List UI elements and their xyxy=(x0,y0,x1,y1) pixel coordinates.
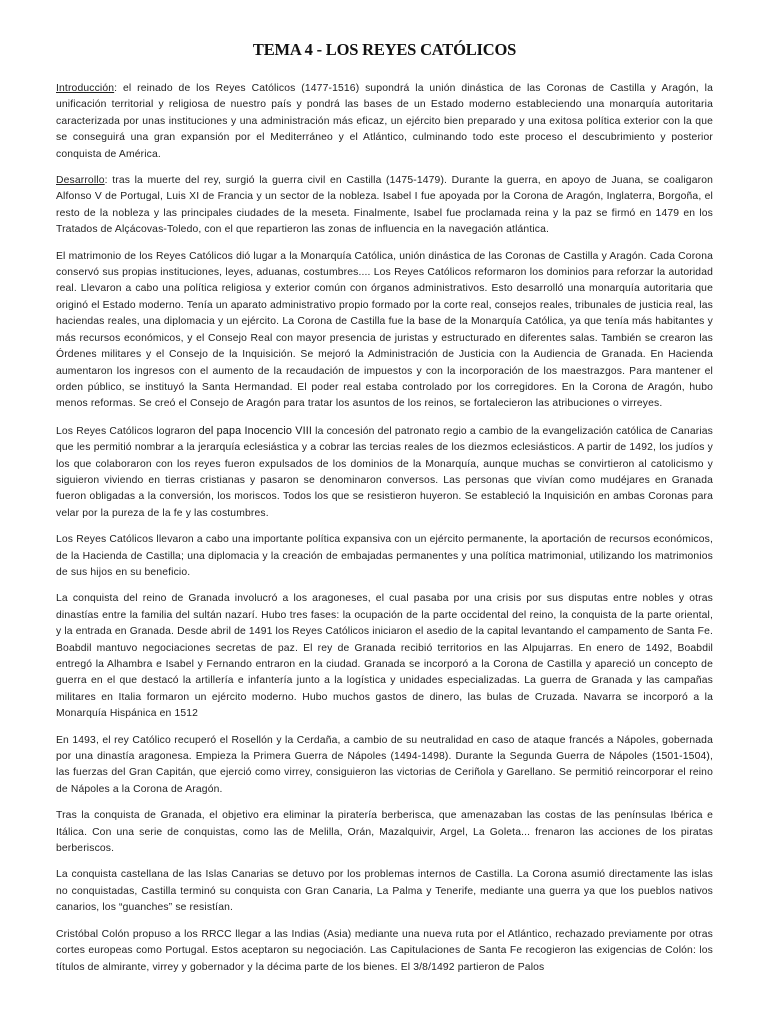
paragraph-text: La conquista del reino de Granada involucró a los aragoneses, el cual pasaba por una crisis por sus disputas entre nobles y otras dinastías entre la familia del sultán nazarí. Hubo tres fases: la ocupación de la parte occidental del reino, la conquista de la parte oriental, y la entrada en Granada. Desde abril de 1491 los Reyes Católicos iniciaron el asedio de la capital levantando el campamento de Santa Fe. Boabdil mantuvo negociaciones secretas de paz. El rey de Granada recibió territorios en las Alpujarras. En enero de 1492, Boabdil entregó la Alhambra e Isabel y Fernando entraron en la ciudad. Granada se incorporó a la Corona de Castilla y apareció un concepto de guerra en el que destacó la artillería e infantería junto a la logística y unidades especializadas. La guerra de Granada y las campañas militares en Italia formaron un ejército moderno. Hubo muchos gastos de dinero, las bulas de Cruzada. Navarra se incorporó a la Monarquía Hispánica en 1512 xyxy=(56,593,713,720)
paragraph-desarrollo xyxy=(56,173,713,239)
document-title: TEMA 4 - LOS REYES CATÓLICOS xyxy=(252,40,517,59)
paragraph-islas-canarias xyxy=(56,867,713,916)
highlighted-phrase: del papa Inocencio VIII xyxy=(198,424,313,437)
paragraph-text: Los Reyes Católicos llevaron a cabo una importante política expansiva con un ejército permanente, la aportación de recursos económicos, de la Hacienda de Castilla; una diplomacia y la creación de embajadas permanentes y una política matrimonial, utilizando los matrimonios de sus hijos en su beneficio. xyxy=(56,534,713,578)
paragraph-politica-expansiva xyxy=(56,532,713,581)
document-page xyxy=(56,40,713,986)
paragraph-monarquia-catolica xyxy=(56,249,713,413)
paragraph-introduccion xyxy=(56,81,713,163)
section-label-desarrollo: Desarrollo xyxy=(56,175,105,187)
paragraph-text: El matrimonio de los Reyes Católicos dió lugar a la Monarquía Católica, unión dinástica de las Coronas de Castilla y Aragón. Cada Corona conservó sus propias instituciones, leyes, aduanas, costumbres.... Los Reyes Católicos reformaron los dominios para reforzar la autoridad real. Llevaron a cabo una política religiosa y exterior común con órganos administrativos. Esto desarrolló una monarquía autoritaria que originó el Estado moderno. Tenía un aparato administrativo propio formado por la corte real, consejos reales, tribunales de justicia real, las haciendas reales, una diplomacia y un ejército. La Corona de Castilla fue la base de la Monarquía Católica, ya que tenía más habitantes y más recursos económicos, y el Consejo Real con mayor presencia de juristas y estructurado en diferentes salas. También se crearon las Órdenes militares y el Consejo de la Inquisición. Se mejoró la Administración de Justicia con la Audiencia de Granada. En Hacienda aumentaron los ingresos con el aumento de la recaudación de impuestos y con la incorporación de los maestrazgos. Para mantener el orden público, se instituyó la Santa Hermandad. El poder real estaba controlado por los corregidores. En la Corona de Aragón, hubo menos reformas. Se creó el Consejo de Aragón para tratar los asuntos de los reinos, se fortalecieron las atribuciones o virreyes. xyxy=(56,250,713,410)
paragraph-text: la concesión del patronato regio a cambio de la evangelización católica de Canarias que les permitió nombrar a la jerarquía eclesiástica y a cobrar las tercias reales de los diezmos eclesiásticos. A partir de 1492, los judíos y los que colaboraron con los reyes fueron expulsados de los dominios de la Monarquía, aunque muchas se convirtieron al catolicismo y siguieron viviendo en tierras cristianas y pasaron se denominaron conversos. Las personas que vivían como mudéjares en Granada fueron obligadas a la conversión, los moriscos. Todos los que se resistieron huyeron. Se estableció la Inquisición en ambas Coronas para velar por la pureza de la fe y las costumbres. xyxy=(56,425,713,519)
paragraph-conquista-granada xyxy=(56,591,713,722)
paragraph-text: : tras la muerte del rey, surgió la guerra civil en Castilla (1475-1479). Durante la guerra, en apoyo de Juana, se coaligaron Alfonso V de Portugal, Luis XI de Francia y un sector de la nobleza. Isabel I fue apoyada por la Corona de Aragón, Inglaterra, Borgoña, el resto de la nobleza y las principales ciudades de la meseta. Finalmente, Isabel fue proclamada reina y la paz se firmó en 1479 en los Tratados de Alçácovas-Toledo, con el que repartieron las zonas de influencia en la navegación atlántica. xyxy=(56,175,713,236)
paragraph-text: La conquista castellana de las Islas Canarias se detuvo por los problemas internos de Castilla. La Corona asumió directamente las islas no conquistadas, Castilla terminó su conquista con Gran Canaria, La Palma y Tenerife, mediante una guerra ya que los pueblos nativos canarios, los “guanches” se resistían. xyxy=(56,869,713,914)
paragraph-text: Tras la conquista de Granada, el objetivo era eliminar la piratería berberisca, que amenazaban las costas de las penínsulas Ibérica e Itálica. Con una serie de conquistas, como las de Melilla, Orán, Mazalquivir, Argel, La Goleta... frenaron las acciones de los piratas berberiscos. xyxy=(56,810,713,855)
paragraph-pirateria-berberisca xyxy=(56,808,713,857)
paragraph-text: : el reinado de los Reyes Católicos (1477-1516) supondrá la unión dinástica de las Coronas de Castilla y Aragón, la unificación territorial y religiosa de nuestro país y pondrá las bases de un Estado moderno estableciendo una monarquía autoritaria caracterizada por unas instituciones y una administración más eficaz, un ejército bien preparado y una exitosa política exterior con la que se conseguirá una gran expansión por el Mediterráneo y el Atlántico, culminando todo este proceso el descubrimiento y posterior conquista de América. xyxy=(56,83,713,160)
paragraph-text: Cristóbal Colón propuso a los RRCC llegar a las Indias (Asia) mediante una nueva ruta por el Atlántico, rechazado previamente por otras cortes europeas como Portugal. Estos aceptaron su negociación. Las Capitulaciones de Santa Fe recogieron las exigencias de Colón: los títulos de almirante, virrey y gobernador y la décima parte de los bienes. El 3/8/1492 partieron de Palos xyxy=(56,928,713,973)
paragraph-politica-religiosa xyxy=(56,423,713,522)
paragraph-text: Los Reyes Católicos lograron xyxy=(56,425,199,437)
paragraph-cristobal-colon xyxy=(56,927,713,976)
section-label-introduccion: Introducción xyxy=(56,83,115,94)
paragraph-napoles xyxy=(56,733,713,799)
paragraph-text: En 1493, el rey Católico recuperó el Rosellón y la Cerdaña, a cambio de su neutralidad en caso de ataque francés a Nápoles, gobernada por una dinastía aragonesa. Empieza la Primera Guerra de Nápoles (1494-1498). Durante la Segunda Guerra de Nápoles (1501-1504), las fuerzas del Gran Capitán, que ejerció como virrey, consiguieron las victorias de Ceriñola y Garellano. Se permitió reincorporar el reino de Nápoles a la Corona de Aragón. xyxy=(56,734,713,795)
